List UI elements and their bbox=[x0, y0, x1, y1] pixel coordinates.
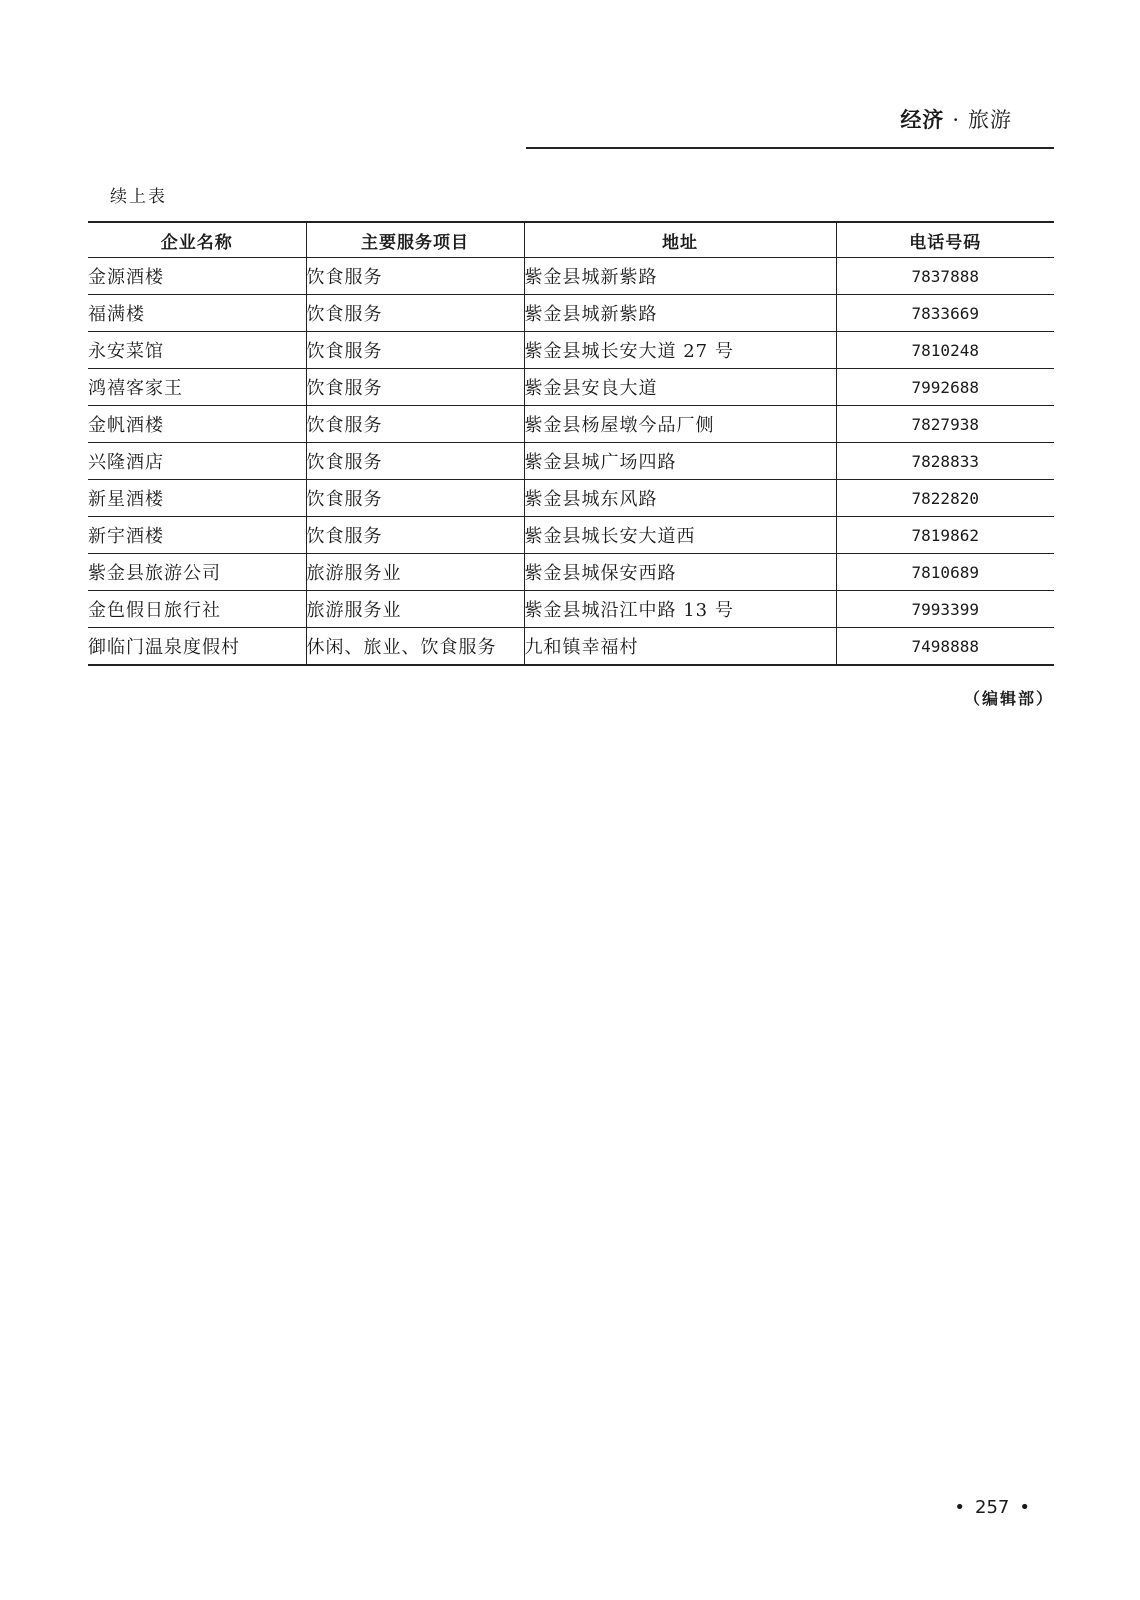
page-number bbox=[944, 1497, 1040, 1518]
column-header-name: 企业名称 bbox=[88, 222, 306, 258]
cell-phone: 7822820 bbox=[836, 480, 1054, 517]
cell-address: 紫金县城长安大道西 bbox=[524, 517, 836, 554]
cell-phone: 7810248 bbox=[836, 332, 1054, 369]
table-row bbox=[88, 517, 1054, 554]
cell-address: 紫金县城保安西路 bbox=[524, 554, 836, 591]
cell-phone: 7498888 bbox=[836, 628, 1054, 666]
cell-name: 新星酒楼 bbox=[88, 480, 306, 517]
cell-phone: 7993399 bbox=[836, 591, 1054, 628]
column-header-address: 地址 bbox=[524, 222, 836, 258]
subsection-title: 旅游 bbox=[968, 108, 1012, 132]
cell-service: 饮食服务 bbox=[306, 295, 524, 332]
cell-service: 饮食服务 bbox=[306, 480, 524, 517]
cell-address: 九和镇幸福村 bbox=[524, 628, 836, 666]
page-number-value: 257 bbox=[975, 1497, 1010, 1518]
continuation-label: 续上表 bbox=[110, 187, 167, 207]
cell-service: 饮食服务 bbox=[306, 443, 524, 480]
cell-name: 鸿禧客家王 bbox=[88, 369, 306, 406]
cell-name: 新宇酒楼 bbox=[88, 517, 306, 554]
cell-name: 御临门温泉度假村 bbox=[88, 628, 306, 666]
cell-name: 兴隆酒店 bbox=[88, 443, 306, 480]
table-row bbox=[88, 295, 1054, 332]
cell-name: 金源酒楼 bbox=[88, 258, 306, 295]
table-header-row bbox=[88, 222, 1054, 258]
cell-service: 饮食服务 bbox=[306, 258, 524, 295]
cell-address: 紫金县安良大道 bbox=[524, 369, 836, 406]
table-row bbox=[88, 332, 1054, 369]
cell-address: 紫金县城广场四路 bbox=[524, 443, 836, 480]
column-header-service: 主要服务项目 bbox=[306, 222, 524, 258]
cell-service: 旅游服务业 bbox=[306, 591, 524, 628]
cell-address: 紫金县城新紫路 bbox=[524, 295, 836, 332]
table-row bbox=[88, 406, 1054, 443]
cell-name: 金帆酒楼 bbox=[88, 406, 306, 443]
cell-phone: 7837888 bbox=[836, 258, 1054, 295]
column-header-phone: 电话号码 bbox=[836, 222, 1054, 258]
table-row bbox=[88, 258, 1054, 295]
cell-service: 休闲、旅业、饮食服务 bbox=[306, 628, 524, 666]
cell-service: 旅游服务业 bbox=[306, 554, 524, 591]
cell-service: 饮食服务 bbox=[306, 369, 524, 406]
table-row bbox=[88, 628, 1054, 666]
cell-phone: 7810689 bbox=[836, 554, 1054, 591]
table-row bbox=[88, 480, 1054, 517]
cell-address: 紫金县城新紫路 bbox=[524, 258, 836, 295]
header-separator: · bbox=[952, 108, 960, 132]
cell-address: 紫金县杨屋墩今品厂侧 bbox=[524, 406, 836, 443]
cell-phone: 7827938 bbox=[836, 406, 1054, 443]
section-title: 经济 bbox=[900, 108, 945, 132]
cell-address: 紫金县城长安大道 27 号 bbox=[524, 332, 836, 369]
running-header bbox=[900, 104, 1012, 134]
cell-service: 饮食服务 bbox=[306, 517, 524, 554]
cell-address: 紫金县城东风路 bbox=[524, 480, 836, 517]
table-row bbox=[88, 591, 1054, 628]
header-rule bbox=[526, 147, 1054, 149]
cell-name: 永安菜馆 bbox=[88, 332, 306, 369]
page-bullet-right: • bbox=[1019, 1497, 1030, 1518]
cell-service: 饮食服务 bbox=[306, 332, 524, 369]
page-bullet-left: • bbox=[954, 1497, 966, 1518]
cell-phone: 7819862 bbox=[836, 517, 1054, 554]
cell-name: 紫金县旅游公司 bbox=[88, 554, 306, 591]
cell-phone: 7828833 bbox=[836, 443, 1054, 480]
cell-name: 金色假日旅行社 bbox=[88, 591, 306, 628]
table-row bbox=[88, 443, 1054, 480]
cell-phone: 7833669 bbox=[836, 295, 1054, 332]
table-row bbox=[88, 369, 1054, 406]
source-note: （编辑部） bbox=[963, 689, 1054, 708]
business-directory-table bbox=[88, 221, 1054, 666]
cell-name: 福满楼 bbox=[88, 295, 306, 332]
table-row bbox=[88, 554, 1054, 591]
cell-address: 紫金县城沿江中路 13 号 bbox=[524, 591, 836, 628]
cell-phone: 7992688 bbox=[836, 369, 1054, 406]
cell-service: 饮食服务 bbox=[306, 406, 524, 443]
